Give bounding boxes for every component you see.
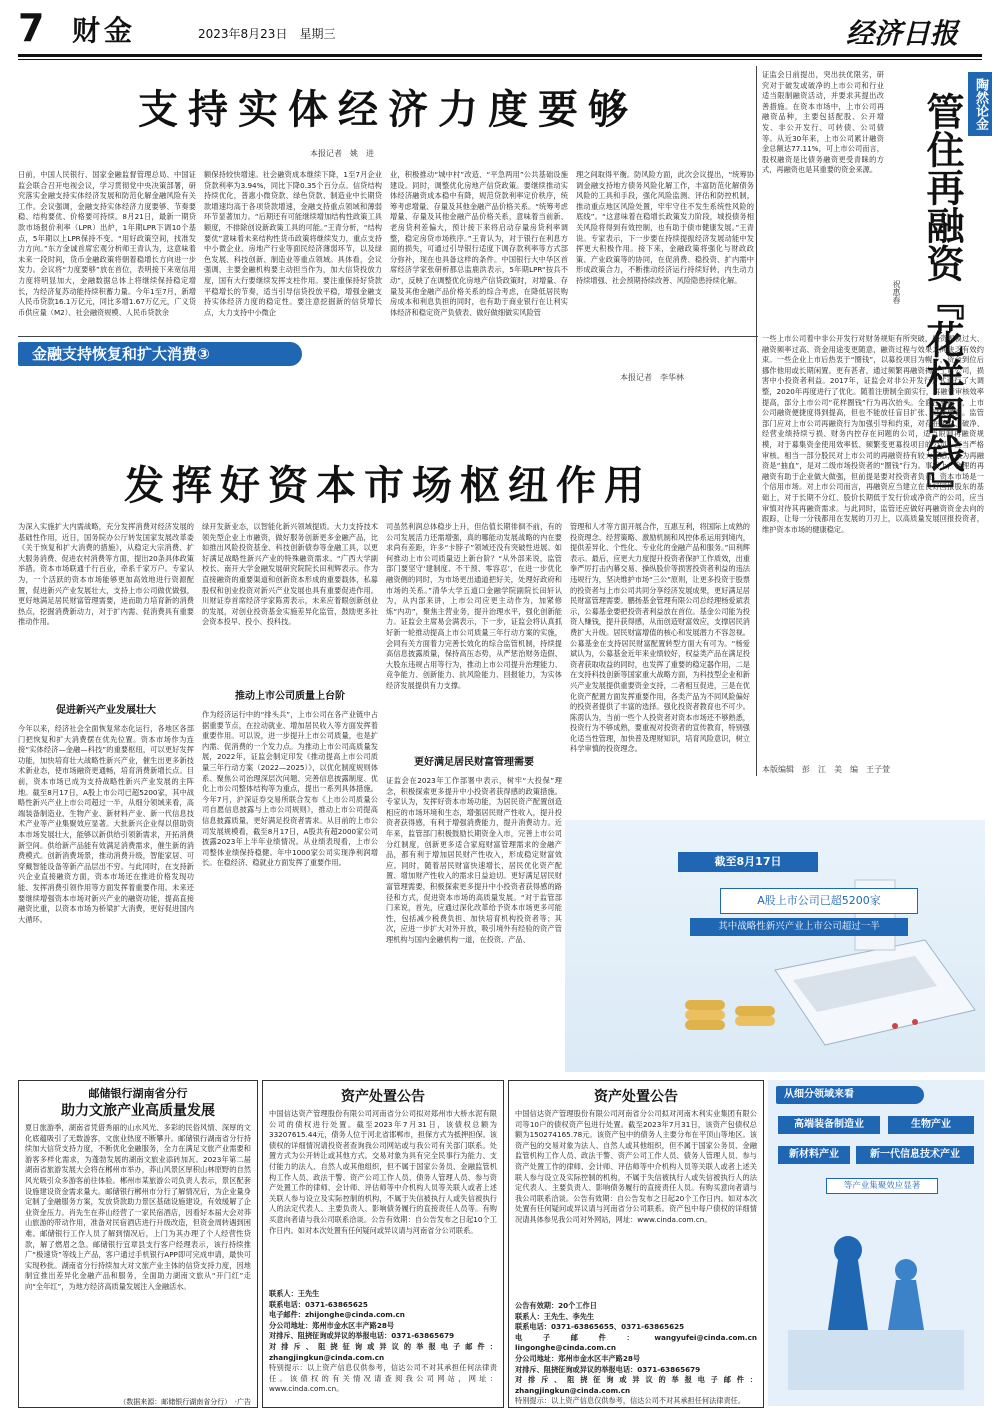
infographic-date: 截至8月17日: [678, 852, 818, 872]
article2-text-3: 司虽然利润总体稳步上升，但估值长期徘徊不前，有的公司发展活力还需增强，真的哪能动发展战略的内在要求尚有差距，许多“卡脖子”领域还没有突破性进展。如何推动上市公司质量迈上新台阶？“从外部来说，监管部门要坚守‘建制度、不干预、零容忍’，在进一步优化融资侧的同时，为市场更出通道把好关，处理好政府和市场的关系。”清华大学五道口金融学院副院长田轩认为，从内部来讲，上市公司应更主动作为，加紧修炼“内功”，聚焦主营业务，提升治理水平，强化创新能力。证监会主席易会满表示，下一步，证监会将认真抓好新一轮推动提高上市公司质量三年行动方案的实施，会同有关方面着力完善长效化的综合监管机制，持续提高信息披露质量，保持高压态势，从严惩治财务造假、大股东违规占用等行为，推动上市公司提升治理能力、竞争能力、创新能力、抗风险能力、回报能力，为实体经济发展提供有力支撑。: [386, 522, 562, 690]
asset-notice-1: [262, 1080, 504, 1408]
asset-notice-2-report-email: 对排斥、阻挠征询或异议的举报电子邮件：zhangjingkun@cinda.com.cn: [515, 1375, 757, 1395]
article2-col1: [18, 522, 194, 1062]
header-rule: [18, 54, 982, 57]
article2-headline: 发挥好资本市场枢纽作用: [124, 462, 652, 509]
bank-ad-title: 助力文旅产业高质量发展: [61, 1103, 215, 1119]
editors-credit: 本版编辑 彭 江 美 编 王子萱: [762, 765, 890, 774]
asset-notice-2-address: 分公司地址：郑州市金水区丰产路28号: [515, 1353, 641, 1363]
section-name: 财金: [72, 14, 137, 47]
field-chip-it: 新一代信息技术产业: [856, 1146, 974, 1164]
article1-byline: 本报记者 姚 进: [310, 149, 374, 158]
asset-notice-2-email: 电子邮件：wangyufei@cinda.com.cn lingonghe@cinda.com.cn: [515, 1332, 765, 1353]
column-divider: [756, 66, 757, 776]
article2-col3: [386, 522, 562, 1062]
article2-subhead-1: 促进新兴产业发展壮大: [56, 705, 156, 716]
article1-headline: 支持实体经济力度要够: [138, 86, 638, 133]
article1-col1: 日前，中国人民银行、国家金融监督管理总局、中国证监会联合召开电视会议，学习贯彻党中央决策部署，研究落实金融支持实体经济发展和防范化解金融风险有关工作。会议强调，金融支持实体经济力度要够、节奏要稳、结构要优、价格要可持续。8月21日，最新一期贷款市场报价利率（LPR）出炉，1年期LPR下调10个基点，5年期以上LPR保持不变。“用好政策空间，找准发力方向。”东方金诚首席宏观分析师王青认为，这意味着未来一段时间，货币金融政策将朝着稳增长方向进一步发力。会议将“力度要够”放在首位，表明接下来宽信用力度将明显加大，金融数据总体上将继续保持稳定增长，为经济复苏动能持续积蓄力量。今年1至7月，新增人民币贷款16.1万亿元，同比多增1.67万亿元，广义货币供应量（M2）、社会融资规模、人民币贷款余: [18, 170, 196, 317]
commentary-headline: 管住再融资『花样圈钱』: [920, 92, 965, 510]
issue-date: 2023年8月23日 星期三: [198, 27, 336, 41]
asset-notice-2-phone: 联系电话：0371-63865655、0371-63865625: [515, 1322, 685, 1332]
commentary-tag: 陶然论金: [968, 72, 992, 136]
article2-text-2: 绿开发新业态，以智能化新兴领域提质。大力支持技术领先型企业上市融资，做好服务创新更多金融产品，比如推出风险投资基金、科技创新债券等金融工具，以更好满足战略性新兴产业的特殊融资需求。“广西大学副校长、南开大学金融发展研究院院长田利辉表示。作为直接融资的重要渠道和创新资本形成的重要载体，私募股权和创业投资对新兴产业发展也具有重要促进作用。川财证券首席经济学家陈雳表示，未来应着眼创新创业的发展，对创业投资基金实施差异化监管，鼓励更多社会资本投早、投小、投科技。: [202, 522, 378, 627]
asset-notice-2-report-phone: 对排斥、阻挠征询或异议的举报电话：0371-63865679: [515, 1364, 701, 1374]
asset-notice-1-report-email: 对排斥、阻挠征询或异议的举报电子邮件：zhangjingkun@cinda.com.cn: [269, 1341, 497, 1362]
bank-ad-org: 邮储银行湖南省分行: [88, 1087, 188, 1100]
asset-notice-1-phone: 联系电话：0371-63865625: [269, 1299, 368, 1309]
asset-notice-2-title: 资产处置公告: [594, 1089, 678, 1105]
field-chip-equipment: 高端装备制造业: [778, 1116, 880, 1134]
infographic-stat-companies: A股上市公司已超5200家: [720, 888, 918, 914]
asset-notice-2: [508, 1080, 764, 1408]
article2-text-1: 今年以来，经济社会全面恢复常态化运行，各地区各部门把恢复和扩大消费摆在优先位置。资本市场作为连接“实体经济—金融—科技”的重要枢纽，可以更好发挥功能，加快培育壮大战略性新兴产业，催生出更多新技术新业态，使市场融资更通畅，培育消费新增长点。目前，资本市场已成为支持战略性新兴产业发展的主阵地。截至8月17日，A股上市公司已超5200家，其中战略性新兴产业上市公司超过一半，从细分领域来看，高端装备制造业、生物产业、新材料产业、新一代信息技术产业等产业集聚效应显著。大批新兴企业得以借助资本市场发展壮大，能够以新供给引领新需求，开拓消费新空间。供给新产品能有效满足消费需求，催生新的消费模式。创新消费场景，推动消费升级，智能家居、可穿戴智能设备等新产品层出不穷。与此同时，在支持新兴企业直接融资方面，资本市场还在推进价格发现功能、发挥消费引领作用等方面发挥着重要作用。未来还要继续增强资本市场对新兴产业的融资功能，提高直接融资比重，以资本市场为桥梁扩大消费，更好促进国内大循环。: [18, 724, 194, 924]
asset-notice-2-validity: 公告有效期：20个工作日: [515, 1301, 597, 1310]
article1-col4: 理之间取得平衡。防风险方面，此次会议提出，“统筹协调金融支持地方债务风险化解工作，丰富防范化解债务风险的工具和手段，强化风险监测、评估和防控机制，推动重点地区风险处置，牢牢守住不发生系统性风险的底线”。“这意味着在稳增长政策发力阶段，城投债务相关风险将得到有效控制，也有助于债市健康发展。”王青说。专家表示，下一步要在持续提振经济发展动能中发挥更大积极作用。接下来，金融政策将强化与财政政策、产业政策等的协同，在促消费、稳投资、扩内需中形成政策合力，不断推动经济运行持续好转，内生动力持续增强、社会预期持续改善、风险隐患持续化解。: [576, 170, 754, 285]
asset-notice-2-contact: 联系人：王先生、李先生: [515, 1311, 595, 1321]
asset-notice-1-address: 分公司地址：郑州市金水区丰产路28号: [269, 1320, 395, 1330]
field-chip-bio: 生物产业: [888, 1116, 974, 1134]
article2-subhead-3: 更好满足居民财富管理需要: [414, 757, 534, 768]
article2-intro: 为深入实施扩大内需战略，充分发挥消费对经济发展的基础性作用，近日，国务院办公厅转发国家发展改革委《关于恢复和扩大消费的措施》，从稳定大宗消费、扩大服务消费、促进农村消费等方面，提出20条具体政策举措。资本市场联通千行百业，牵系千家万户。专家认为，一个活跃的资本市场能够更加高效地进行资源配置，促进新兴产业发展壮大，支持上市公司做优做强，更好地满足居民财富管理需要，进而助力培育新的消费热点，挖掘消费新动力，对于扩内需、促消费具有重要推动作用。: [18, 522, 194, 627]
asset-notice-1-body: 中国信达资产管理股份有限公司河南省分公司拟对郑州市大桥水泥有限公司的债权进行处置。截至2023年7月31日，该债权总额为33207615.44元，债务人位于河北省邯郸市，担保方式为抵押担保。该债权的详细情况请投资者查询我公司网站或与我公司有关部门联系。处置方式为公开转让或其他方式。交易对象为具有完全民事行为能力、支付能力的法人、自然人或其他组织，但不属于国家公务员、金融监管机构工作人员、政法干警、资产公司工作人员、债务人管理人员、参与资产处置工作的律师、会计师、评估师等中介机构人员等关联人或者上述关联人参与设立及实际控制的机构，不属于失信被执行人或失信被执行人的法定代表人、主要负责人、影响债务履行的直接责任人员等。有购买意向者请与我公司联系洽谈。公告有效期：自公告发布之日起10个工作日内。如对本次处置有任何疑问或异议请与河南省分公司联系。: [269, 1109, 497, 1235]
asset-notice-1-note: 特别提示：以上资产信息仅供参考，信达公司不对其承担任何法律责任。该债权的有关情况请查阅我公司网站，网址：www.cinda.com.cn。: [269, 1363, 497, 1394]
asset-notice-1-contact: 联系人：王先生: [269, 1289, 320, 1298]
bank-ad-box: [18, 1080, 258, 1408]
commentary-text-1: 证监会日前提出，突出扶优限劣，研究对于破发或破净的上市公司和行业适当限制融资活动，并要求其提出改善措施。在资本市场中，上市公司再融资品种，主要包括配股、公开增发、非公开发行、可转债、公司债等。从近30年来，上市公司累计融资金总额达77.11%，可上市公司而言，股权融资是比债务融资更受青睐的方式，再融资也是其重要的资金来源。: [762, 70, 884, 175]
fields-note: 等产业集聚效应显著: [826, 1178, 938, 1194]
fields-title: 从细分领域来看: [776, 1086, 924, 1104]
article2-byline: 本报记者 李华林: [620, 373, 684, 382]
field-chip-materials: 新材料产业: [778, 1146, 850, 1164]
infographic-stat-share: 其中战略性新兴产业上市公司超过一半: [690, 918, 908, 936]
article2-text-3b: 证监会在2023年工作部署中表示，树牢“大投保”理念，积极探索更多提升中小投资者获得感的政策措施。专家认为，发挥好资本市场功能，为居民资产配置创造相应的市场环境和生态，增强居民财产性收入，提升投资者获得感，有利于增强消费能力，提升消费动力。近年来，监管部门积极鼓励长期资金入市，完善上市公司分红制度，创新更多适合家庭财富管理需求的金融产品，都有利于增加居民财产性收入，形成稳定财富效应。同时，随着居民财富快速增长，居民优化资产配置、增加财产性收入的需求日益迫切。更好满足居民财富管理需要，积极探索更多提升中小投资者获得感的路径和方式，促进资本市场的高质量发展。“对于监管部门来说，首先，应通过深化改革给予资本市场更多可能性，包括减少税费负担、加快培育机构投资者等；其次，应进一步扩大对外开放，吸引境外有经验的资产管理机构与国内金融机构一道，在投资、产品、: [386, 776, 562, 944]
asset-notice-1-email: 电子邮件：zhijonghe@cinda.com.cn: [269, 1310, 405, 1320]
bank-ad-body: 夏日旅游季，湖南省凭借秀丽的山水风光、多彩的民俗风情、深厚的文化底蕴吸引了无数游客，文旅业热度不断攀升。邮储银行湖南省分行持续加大信贷支持力度，不断优化金融服务，全力在满足文旅产业需要和游客多样化需求，为蓬勃发展的湖南文旅业添砖加瓦。2023年第二届湖南省旅游发展大会将在郴州市举办，莽山风景区厚积山林原野的自然风光吸引众多游客前往体验。郴州市某旅游公司负责人表示，景区配套设施建设资金需求量大。邮储银行郴州市分行了解情况后，为企业量身定制了金融服务方案，发放贷款助力景区基础设施建设，有效缓解了企业资金压力。肖先生在莽山经营了一家民宿酒店，因看好本届大会对莽山旅游的带动作用，准备对民宿酒店进行升级改造，但资金周转遇到困难。邮储银行工作人员了解到情况后，上门为其办理了个人经营性贷款，解了燃眉之急。邮储银行宜章县支行客户经理表示，该行持续推广“极速贷”等线上产品，客户通过手机银行APP即可完成申请，最快可实现秒批。湖南省分行持续加大对文旅产业主体的信贷支持力度，因地制宜推出差异化金融产品和服务，全面助力湖南文旅从“开门红”走向“全年红”，为地方经济高质量发展注入金融活水。: [25, 1123, 251, 1291]
article1-col3: 业，积极推动“城中村”改造、“平急两用”公共基础设施建设。同时，调整优化房地产信贷政策。要继续推动实体经济融资成本稳中有降，规范贷款利率定价秩序，统筹考虑增量、存量及其他金融产品价格关系。“统筹考虑增量、存量及其他金融产品价格关系，意味着当前新、老房贷利差偏大，预计接下来将启动存量房贷利率调整，稳定房贷市场秩序。”王青认为，对于银行在利息方面的损失，可通过引导银行适度下调存款利率等方式部分弥补，现在也具备这样的条件。中国银行大中华区首席经济学家张研析都总监鹿洪表示，5年期LPR“按兵不动”，反映了在调整优化房地产信贷政策时，对增量、存量及其他金融产品价格关系的综合考虑，在降低居民购房成本和利息负担的同时，也有助于商业银行在让利实体经济和稳定资产负债表、做好做细做实风险管: [390, 170, 568, 317]
article2-subhead-2: 推动上市公司质量上台阶: [235, 691, 345, 702]
page-number: 7: [18, 6, 45, 50]
commentary-author: 祝惠春: [892, 280, 901, 304]
divider: [18, 336, 758, 337]
asset-notice-1-title: 资产处置公告: [341, 1089, 425, 1105]
series-banner: 金融支持恢复和扩大消费③: [18, 342, 302, 366]
bank-ad-source: （数据来源：邮储银行湖南省分行） ·广告: [119, 1398, 251, 1406]
article1-col2: 额保持较快增速。社会融资成本继续下降，1至7月企业贷款利率为3.94%，同比下降0.35个百分点。信贷结构持续优化，普惠小微贷款、绿色贷款、制造业中长期贷款增速均高于各项贷款增速，金融支持重点领域和薄弱环节显著加力。“后期还有可能继续增加结构性政策工具额度，不排除创设新政策工具的可能。”王青分析，“结构要优”意味着未来结构性货币政策将继续发力，重点支持中小微企业、房地产行业等面民经济薄弱环节，以及绿色发展、科技创新、制造业等重点领域。具体看，会议强调，主要金融机构要主动担当作为，加大信贷投放力度，国有大行要继续发挥支柱作用。要注重保持好贷款平稳增长的节奏，适当引导信贷投放平稳，增强金融支持实体经济力度的稳定性。要注意挖掘新的信贷增长点，大力支持中小微企: [204, 170, 382, 317]
newspaper-logo: 经济日报: [846, 17, 959, 50]
article2-col2: [202, 522, 378, 1062]
asset-notice-1-report-phone: 对排斥、阻挠征询或异议的举报电话：0371-63865679: [269, 1331, 455, 1341]
article2-text-2b: 作为经济运行中的“排头兵”，上市公司在各产业链中占据重要节点，在拉动就业、增加居民收入等方面发挥着重要作用。可以说，进一步提升上市公司质量，也是扩内需、促消费的一个发力点。为推动上市公司高质量发展，2022年，证监会制定印发《推动提高上市公司质量三年行动方案（2022—2025）》，以优化制度规则体系、聚焦公司治理深层次问题、完善信息披露制度、优化上市公司整体结构等为重点，提出一系列具体措施。今年7月，沪深证券交易所联合发布《上市公司质量公司自愿信息披露与上市公司规则》，推动上市公司提高信息披露质量，更好满足投资者需求。从目前的上市公司发展规模看，截至8月17日，A股共有超2000家公司披露2023年上半年业绩情况。从业绩表现看，上市公司整体业绩保持稳健。年中1000家公司实现净利润增长。在稳经济、稳就业方面发挥了重要作用。: [202, 710, 378, 868]
asset-notice-2-note: 特别提示：以上资产信息仅供参考，信达公司不对其承担任何法律责任。: [515, 1396, 746, 1406]
article2-col4: 管理和人才等方面开展合作，互惠互利，将国际上成熟的投资理念、经营策略、激励机制和风控体系运用到境内，提供差异化、个性化、专业化的金融产品和服务。”田利辉表示。最后，应更大力度提升投资者保护工作质效，出重拳严厉打击内幕交易、操纵股价等损害投资者利益的违法违规行为，坚决维护市场“三公”原则，让更多投资于股票的投资者与上市公司共同分享经济发展成果，更好满足居民财富管理需要。鹏扬基金管理有限公司总经理杨爱斌表示，公募基金要把投资者利益放在首位。基金公司能为投资人赚钱，提升获得感，从而创造财富效应，支撑居民消费扩大升级。居民财富增值的核心和发展潜力不容忽视。公募基金在支持居民财富配置转型方面大有可为。“杨爱斌认为，公募基金近年来业绩较好，权益类产品在满足投资者获取收益的同时，也发挥了重要的稳定器作用，二是在支持科技创新等国家重大战略方面，为科技型企业和新兴产业发展提供重要资金支持，二者相互促进，三是在优化资产配置方面发挥重要作用，各类产品为不同风险偏好的投资者提供了丰富的选择。强化投资者教育也不可少。陈雳认为，当前一些个人投资者对资本市场还不够熟悉，投资行为不够成熟，要重视对投资者的宣传教育，特别强化适当性管理，加快普及理财知识，培育风险意识，树立科学审慎的投资理念。: [570, 522, 750, 754]
asset-notice-2-body: 中国信达资产管理股份有限公司河南省分公司拟对河南木利实业集团有限公司等10户的债权资产包进行处置。截至2023年7月31日，该资产包债权总额为150274165.78元。该资产包中的债务人主要分布在平顶山等地区。该资产包的交易对象为法人、自然人或其他组织，但不属于国家公务员、金融监管机构工作人员、政法干警、资产公司工作人员、债务人管理人员、参与资产处置工作的律师、会计师、评估师等中介机构人员等关联人或者上述关联人参与设立及实际控制的机构，不属于失信被执行人或失信被执行人的法定代表人、主要负责人、影响债务履行的直接责任人员。有购买意向者请与我公司联系洽谈。公告有效期：自公告发布之日起20个工作日内。如对本次处置有任何疑问或异议请与河南省分公司联系。资产包中每户债权的详细情况请具体参见我公司对外网站，网址：www.cinda.com.cn。: [515, 1109, 757, 1224]
commentary-text-2: 一些上市公司着中非公开发行对财务规矩有所突破，融资规模过大、融资频率过高、资金用途变更随意，融资过程与效果之间缺乏有效约束。一些企业上市后热衷于“圈钱”，以募投项目为幌子，资金到位后挪作他用或长期闲置。更有甚者，通过频繁再融资掏空上市公司，损害中小投资者利益。2017年，证监会对非公开发行方式进行了大调整，2020年再度进行了优化。随着注册制全面实行，再融资审核效率提高，部分上市公司“花样圈钱”行为再次抬头。全面注册制下，上市公司融资便捷度得到提高，但也不能放任盲目扩张、过度融资。监管部门应对上市公司再融资行为加强引导和约束，对存在破发、破净、经营业绩持续亏损、财务内控存在问题的公司，适当限制再融资规模，对于募集资金使用效率低、频繁变更募投项目的公司，应当严格审核。相当一部分股民对上市公司的再融资持有较大反感，认为再融资是“抽血”，是对二级市场投资者的“圈钱”行为。事实上，合理的再融资有助于企业做大做强，但前提是要对投资者负责。资本市场是一个信用市场。对上市公司而言，再融资应当建立在良好回报股东的基础上，对于长期不分红、股价长期低于发行价或净资产的公司，应当审慎对待其再融资需求。与此同时，监管还应做好再融资资金去向的跟踪，让每一分钱都用在发展的刀刃上，以高质量发展回报投资者，维护资本市场的健康稳定。: [762, 334, 984, 534]
header-rule-thin: [18, 59, 982, 60]
